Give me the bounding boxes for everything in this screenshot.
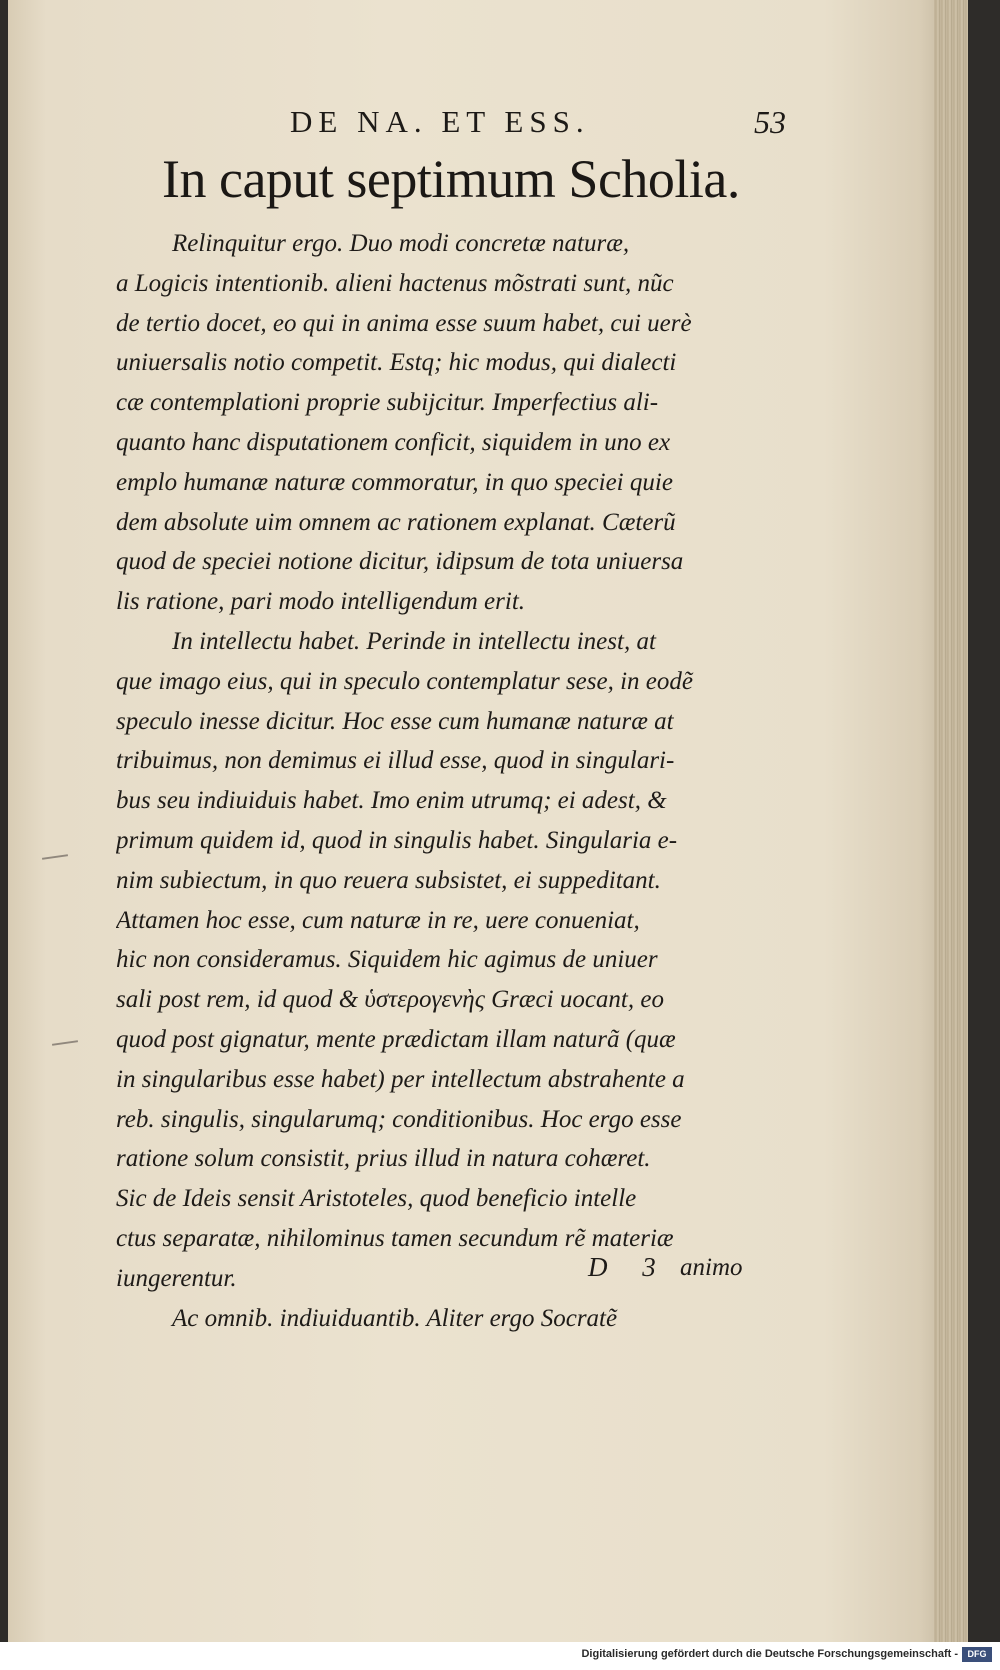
footer-bar [0, 1642, 1000, 1670]
text-line: reb. singulis, singularumq; conditionibus. Hoc ergo esse [116, 1105, 682, 1133]
catchword: animo [680, 1254, 743, 1281]
dfg-logo: DFG [962, 1647, 992, 1662]
text-line: que imago eius, qui in speculo contemplatur sese, in eodẽ [116, 667, 693, 695]
text-line: in singularibus esse habet) per intellectum abstrahente a [116, 1065, 685, 1093]
text-line: quod post gignatur, mente prædictam illam naturã (quæ [116, 1025, 676, 1053]
page-number: 53 [754, 104, 786, 140]
signature-mark: D 3 [588, 1252, 670, 1282]
text-line: Relinquitur ergo. Duo modi concretæ naturæ, [172, 230, 630, 257]
text-line: emplo humanæ naturæ commoratur, in quo speciei quie [116, 468, 673, 496]
text-line: a Logicis intentionib. alieni hactenus mõstrati sunt, nũc [116, 269, 674, 297]
chapter-title: In caput septimum Scholia. [162, 149, 740, 209]
book-page [8, 0, 968, 1642]
text-line: ratione solum consistit, prius illud in natura cohæret. [116, 1145, 651, 1173]
body-text [116, 224, 826, 1338]
text-line: Attamen hoc esse, cum naturæ in re, uere conueniat, [116, 906, 640, 934]
text-line: ctus separatæ, nihilominus tamen secundum rẽ materiæ [116, 1224, 674, 1252]
text-line: cæ contemplationi proprie subijcitur. Imperfectius ali- [116, 389, 659, 417]
text-line: de tertio docet, eo qui in anima esse suum habet, cui uerè [116, 309, 692, 337]
text-line: quanto hanc disputationem conficit, siquidem in uno ex [116, 428, 671, 456]
running-head: DE NA. ET ESS. [290, 104, 590, 139]
text-line: Sic de Ideis sensit Aristoteles, quod beneficio intelle [116, 1185, 637, 1213]
text-line: hic non consideramus. Siquidem hic agimus de uniuer [116, 946, 658, 974]
text-line: nim subiectum, in quo reuera subsistet, ei suppeditant. [116, 866, 661, 894]
margin-mark [52, 1040, 78, 1046]
text-line: dem absolute uim omnem ac rationem explanat. Cæterũ [116, 508, 676, 536]
text-line: primum quidem id, quod in singulis habet. Singularia e- [116, 826, 678, 854]
text-line: iungerentur. [116, 1264, 237, 1292]
text-line: speculo inesse dicitur. Hoc esse cum humanæ naturæ at [116, 707, 674, 735]
text-line: sali post rem, id quod & ὑστερογενὴς Græci uocant, eo [116, 986, 664, 1014]
page-edge [934, 0, 968, 1642]
text-line: tribuimus, non demimus ei illud esse, quod in singulari- [116, 747, 675, 775]
text-line: uniuersalis notio competit. Estq; hic modus, qui dialecti [116, 349, 677, 377]
margin-mark [42, 854, 68, 860]
text-line: quod de speciei notione dicitur, idipsum de tota uniuersa [116, 548, 684, 576]
text-line: Ac omnib. indiuiduantib. Aliter ergo Socratẽ [172, 1304, 618, 1332]
funding-credit: Digitalisierung gefördert durch die Deutsche Forschungsgemeinschaft - [581, 1648, 958, 1660]
text-line: lis ratione, pari modo intelligendum erit. [116, 588, 526, 616]
text-line: In intellectu habet. Perinde in intellectu inest, at [172, 627, 656, 655]
text-line: bus seu indiuiduis habet. Imo enim utrumq; ei adest, & [116, 787, 667, 815]
